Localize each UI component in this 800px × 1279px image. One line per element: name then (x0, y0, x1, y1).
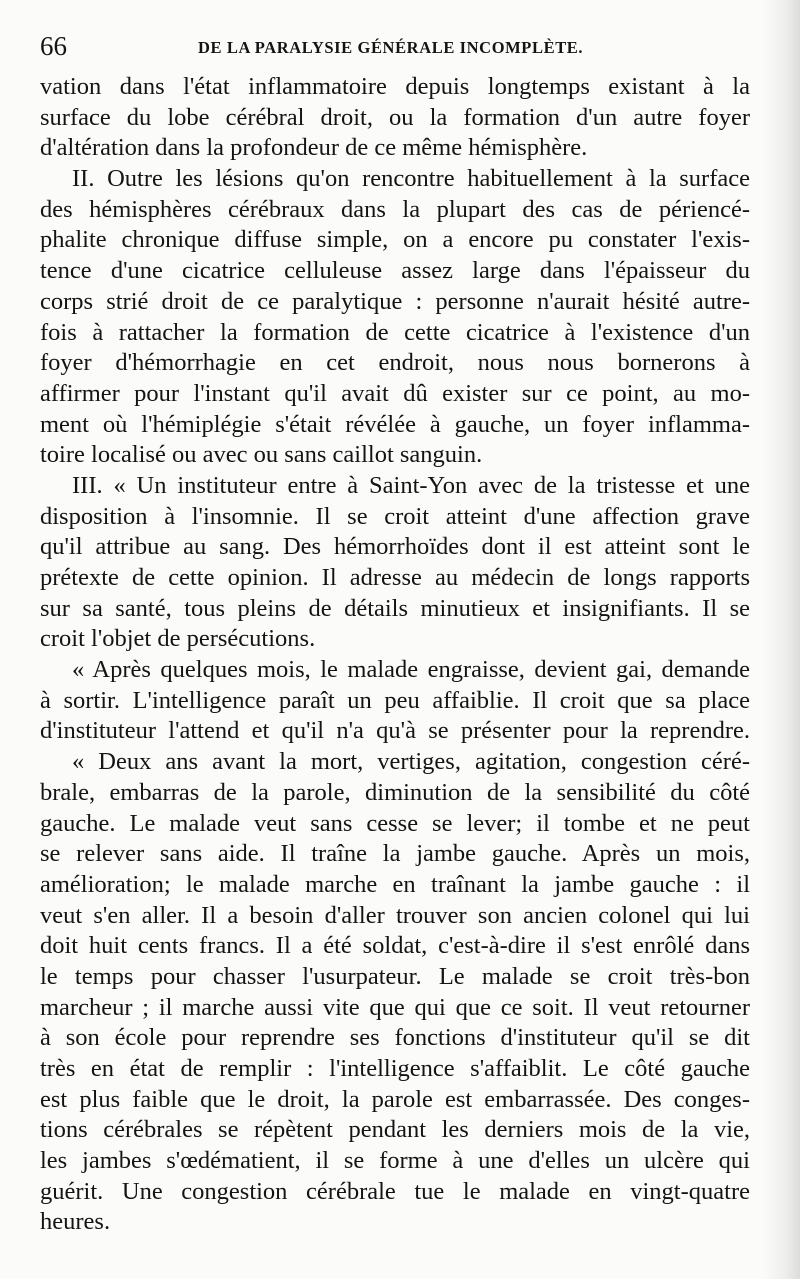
text-line: corps strié droit de ce paralytique : personne n'aurait hésité autre- (40, 287, 750, 315)
text-line: toire localisé ou avec ou sans caillot sanguin. (40, 441, 483, 469)
text-line: vation dans l'état inflammatoire depuis longtemps existant à la (40, 73, 750, 100)
text-line: se relever sans aide. Il traîne la jambe gauche. Après un mois, (40, 840, 750, 868)
page-number: 66 (40, 31, 67, 61)
text-line: disposition à l'insomnie. Il se croit atteint d'une affection grave (40, 502, 750, 530)
text-line: prétexte de cette opinion. Il adresse au médecin de longs rapports (40, 564, 750, 591)
text-line: sur sa santé, tous pleins de détails minutieux et insignifiants. Il se (40, 594, 750, 622)
body-text (40, 72, 750, 1238)
page-gutter-shadow (762, 0, 800, 1279)
text-line: heures. (40, 1208, 111, 1236)
text-line: « Après quelques mois, le malade engraisse, devient gai, demande (72, 656, 750, 684)
text-line: très en état de remplir : l'intelligence s'affaiblit. Le côté gauche (40, 1055, 750, 1082)
text-line: amélioration; le malade marche en traînant la jambe gauche : il (40, 870, 750, 898)
text-line: affirmer pour l'instant qu'il avait dû exister sur ce point, au mo- (40, 379, 750, 407)
text-line: est plus faible que le droit, la parole est embarrassée. Des conges- (40, 1085, 750, 1113)
text-line: tions cérébrales se répètent pendant les derniers mois de la vie, (40, 1116, 750, 1144)
text-line: à sortir. L'intelligence paraît un peu affaiblie. Il croit que sa place (40, 686, 750, 714)
text-line: tence d'une cicatrice celluleuse assez large dans l'épaisseur du (40, 257, 750, 285)
text-line: des hémisphères cérébraux dans la plupart des cas de périencé- (40, 195, 750, 223)
text-line: qu'il attribue au sang. Des hémorrhoïdes dont il est atteint sont le (40, 533, 750, 561)
text-line: foyer d'hémorrhagie en cet endroit, nous nous bornerons à (40, 349, 750, 377)
text-line: fois à rattacher la formation de cette cicatrice à l'existence d'un (40, 318, 750, 346)
text-line: d'altération dans la profondeur de ce même hémisphère. (40, 134, 588, 162)
text-line: II. Outre les lésions qu'on rencontre habituellement à la surface (72, 165, 750, 193)
text-line: veut s'en aller. Il a besoin d'aller trouver son ancien colonel qui lui (40, 901, 750, 929)
text-line: guérit. Une congestion cérébrale tue le malade en vingt-quatre (40, 1177, 750, 1205)
text-line: III. « Un instituteur entre à Saint-Yon avec de la tristesse et une (72, 471, 750, 499)
text-line: brale, embarras de la parole, diminution de la sensibilité du côté (40, 778, 750, 806)
page-header (40, 28, 760, 68)
text-line: les jambes s'œdématient, il se forme à une d'elles un ulcère qui (40, 1147, 750, 1175)
text-line: « Deux ans avant la mort, vertiges, agitation, congestion céré- (72, 748, 750, 776)
text-line: ment où l'hémiplégie s'était révélée à gauche, un foyer inflamma- (40, 410, 750, 438)
text-line: phalite chronique diffuse simple, on a encore pu constater l'exis- (40, 226, 750, 254)
text-line: marcheur ; il marche aussi vite que qui que ce soit. Il veut retourner (40, 993, 750, 1021)
text-line: à son école pour reprendre ses fonctions d'instituteur qu'il se dit (40, 1024, 750, 1052)
text-line: doit huit cents francs. Il a été soldat, c'est-à-dire il s'est enrôlé dans (40, 932, 750, 960)
text-line: d'instituteur l'attend et qu'il n'a qu'à se présenter pour la reprendre. (40, 717, 750, 745)
text-line: gauche. Le malade veut sans cesse se lever; il tombe et ne peut (40, 809, 750, 837)
text-line: croit l'objet de persécutions. (40, 625, 316, 653)
running-title: DE LA PARALYSIE GÉNÉRALE INCOMPLÈTE. (198, 38, 584, 57)
text-line: le temps pour chasser l'usurpateur. Le malade se croit très-bon (40, 962, 750, 990)
text-line: surface du lobe cérébral droit, ou la formation d'un autre foyer (40, 103, 750, 131)
